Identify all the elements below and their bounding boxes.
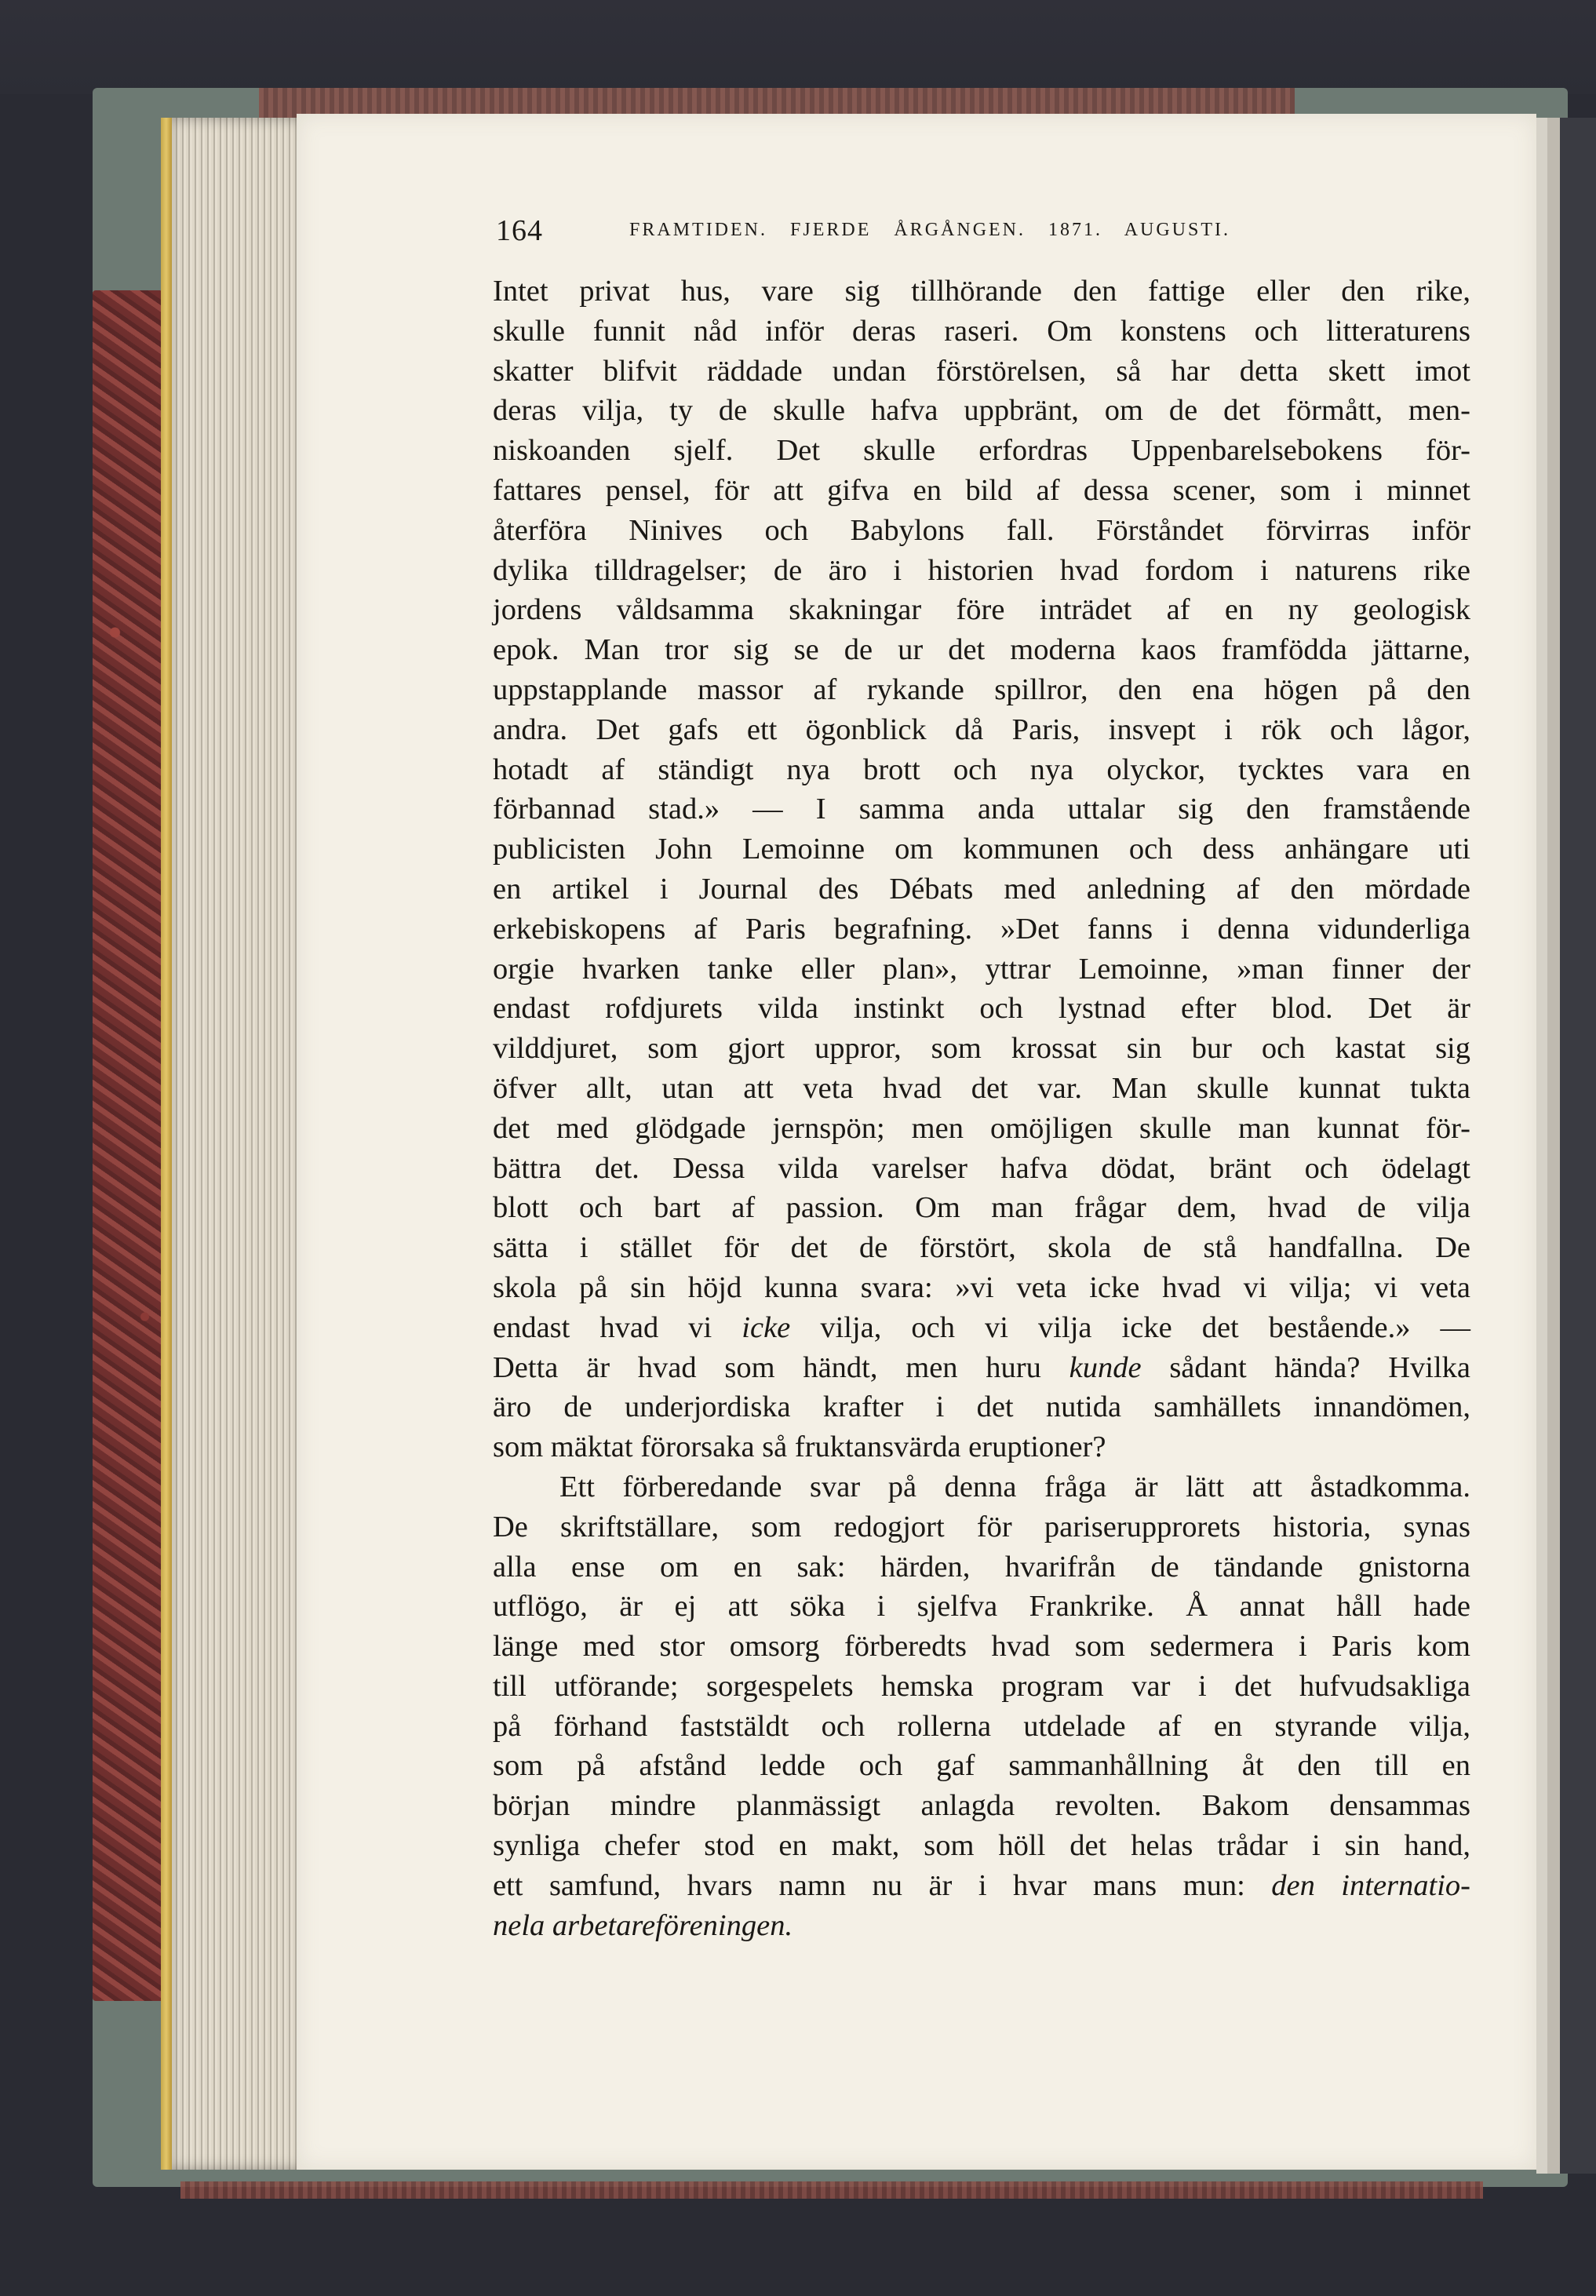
text-line: synliga chefer stod en makt, som höll det helas trådar i sin hand, [493, 1829, 1470, 1863]
text-line: hotadt af ständigt nya brott och nya olyckor, tycktes vara en [493, 753, 1470, 786]
text-line: som på afstånd ledde och gaf sammanhållning åt den till en [493, 1749, 1470, 1783]
text-line: en artikel i Journal des Débats med anledning af den mördade [493, 872, 1470, 906]
text-line: skulle funnit nåd inför deras raseri. Om konstens och litteraturens [493, 314, 1470, 348]
text-line: bättra det. Dessa vilda varelser hafva dödat, bränt och ödelagt [493, 1151, 1470, 1185]
page-stack [161, 118, 298, 2170]
text-line: på förhand faststäldt och rollerna utdelade af en styrande vilja, [493, 1709, 1470, 1743]
text-line: orgie hvarken tanke eller plan», yttrar Lemoinne, »man finner der [493, 952, 1470, 986]
text-line: länge med stor omsorg förberedts hvad som sedermera i Paris kom [493, 1630, 1470, 1664]
text-line: Intet privat hus, vare sig tillhörande den fattige eller den rike, [493, 275, 1470, 308]
text-line: uppstapplande massor af rykande spillror, den ena högen på den [493, 672, 1470, 706]
page-number: 164 [496, 214, 543, 247]
text-line: blott och bart af passion. Om man frågar dem, hvad de vilja [493, 1191, 1470, 1225]
italic-span: icke [742, 1310, 791, 1344]
text-line: dylika tilldragelser; de äro i historien hvad fordom i naturens rike [493, 553, 1470, 587]
italic-span: den internatio- [1271, 1868, 1470, 1902]
background-top [0, 0, 1596, 94]
page-header [496, 213, 1469, 253]
text-line: Ett förberedande svar på denna fråga är lätt att åstadkomma. [559, 1470, 1470, 1503]
text-line: skatter blifvit räddade undan förstörelsen, så har detta skett imot [493, 354, 1470, 388]
marbled-edge [93, 290, 167, 2001]
text-line: sätta i stället för det de förstört, skola de stå handfallna. De [493, 1231, 1470, 1265]
text-span: sådant hända? Hvilka [1141, 1350, 1470, 1384]
text-line: alla ense om en sak: härden, hvarifrån de tändande gnistorna [493, 1550, 1470, 1584]
text-span: endast hvad vi [493, 1310, 742, 1344]
text-line: början mindre planmässigt anlagda revolten. Bakom densammas [493, 1789, 1470, 1823]
gilt-edge [161, 118, 172, 2170]
text-line [493, 1348, 1470, 1388]
running-head: FRAMTIDEN. FJERDE ÅRGÅNGEN. 1871. AUGUSTI. [629, 220, 1231, 240]
text-line: återföra Ninives och Babylons fall. Förståndet förvirras inför [493, 513, 1470, 547]
text-line: som mäktat förorsaka så fruktansvärda eruptioner? [493, 1430, 1106, 1464]
text-line: niskoanden sjelf. Det skulle erfordras Uppenbarelsebokens för- [493, 434, 1470, 468]
text-line: det med glödgade jernspön; men omöjligen skulle man kunnat för- [493, 1111, 1470, 1145]
text-line: De skriftställare, som redogjort för pariserupprorets historia, synas [493, 1510, 1470, 1543]
text-line: deras vilja, ty de skulle hafva uppbränt, om de det förmått, men- [493, 394, 1470, 428]
text-line: epok. Man tror sig se de ur det moderna kaos framfödda jättarne, [493, 633, 1470, 667]
text-line [493, 1308, 1470, 1348]
text-line: skola på sin höjd kunna svara: »vi veta icke hvad vi vilja; vi veta [493, 1270, 1470, 1304]
text-line: erkebiskopens af Paris begrafning. »Det fanns i denna vidunderliga [493, 912, 1470, 946]
text-line: öfver allt, utan att veta hvad det var. Man skulle kunnat tukta [493, 1071, 1470, 1105]
text-line: publicisten John Lemoinne om kommunen och dess anhängare uti [493, 833, 1470, 866]
right-page-edge [1536, 118, 1596, 2174]
text-line [493, 1866, 1470, 1906]
text-line: äro de underjordiska krafter i det nutida samhällets innandömen, [493, 1390, 1470, 1424]
text-span: vilja, och vi vilja icke det bestående.» — [790, 1310, 1470, 1344]
text-line: endast rofdjurets vilda instinkt och lystnad efter blod. Det är [493, 992, 1470, 1026]
text-line: utflögo, är ej att söka i sjelfva Frankrike. Å annat håll hade [493, 1590, 1470, 1624]
text-line: förbannad stad.» — I samma anda uttalar sig den framstående [493, 793, 1470, 826]
text-span: ett samfund, hvars namn nu är i hvar mans mun: [493, 1868, 1272, 1902]
text-line: jordens våldsamma skakningar före inträdet af en ny geologisk [493, 593, 1470, 627]
text-line: till utförande; sorgespelets hemska program var i det hufvudsakliga [493, 1669, 1470, 1703]
text-line: vilddjuret, som gjort uppror, som krossat sin bur och kastat sig [493, 1032, 1470, 1066]
text-line: fattares pensel, för att gifva en bild af dessa scener, som i minnet [493, 473, 1470, 507]
italic-span: nela arbetareföreningen. [493, 1908, 793, 1942]
cover-bottom-edge [180, 2181, 1483, 2199]
body-text [493, 272, 1470, 1945]
text-span: Detta är hvad som händt, men huru [493, 1350, 1069, 1384]
italic-span: kunde [1069, 1350, 1142, 1384]
text-line: andra. Det gafs ett ögonblick då Paris, insvept i rök och lågor, [493, 712, 1470, 746]
text-line [493, 1906, 1470, 1946]
